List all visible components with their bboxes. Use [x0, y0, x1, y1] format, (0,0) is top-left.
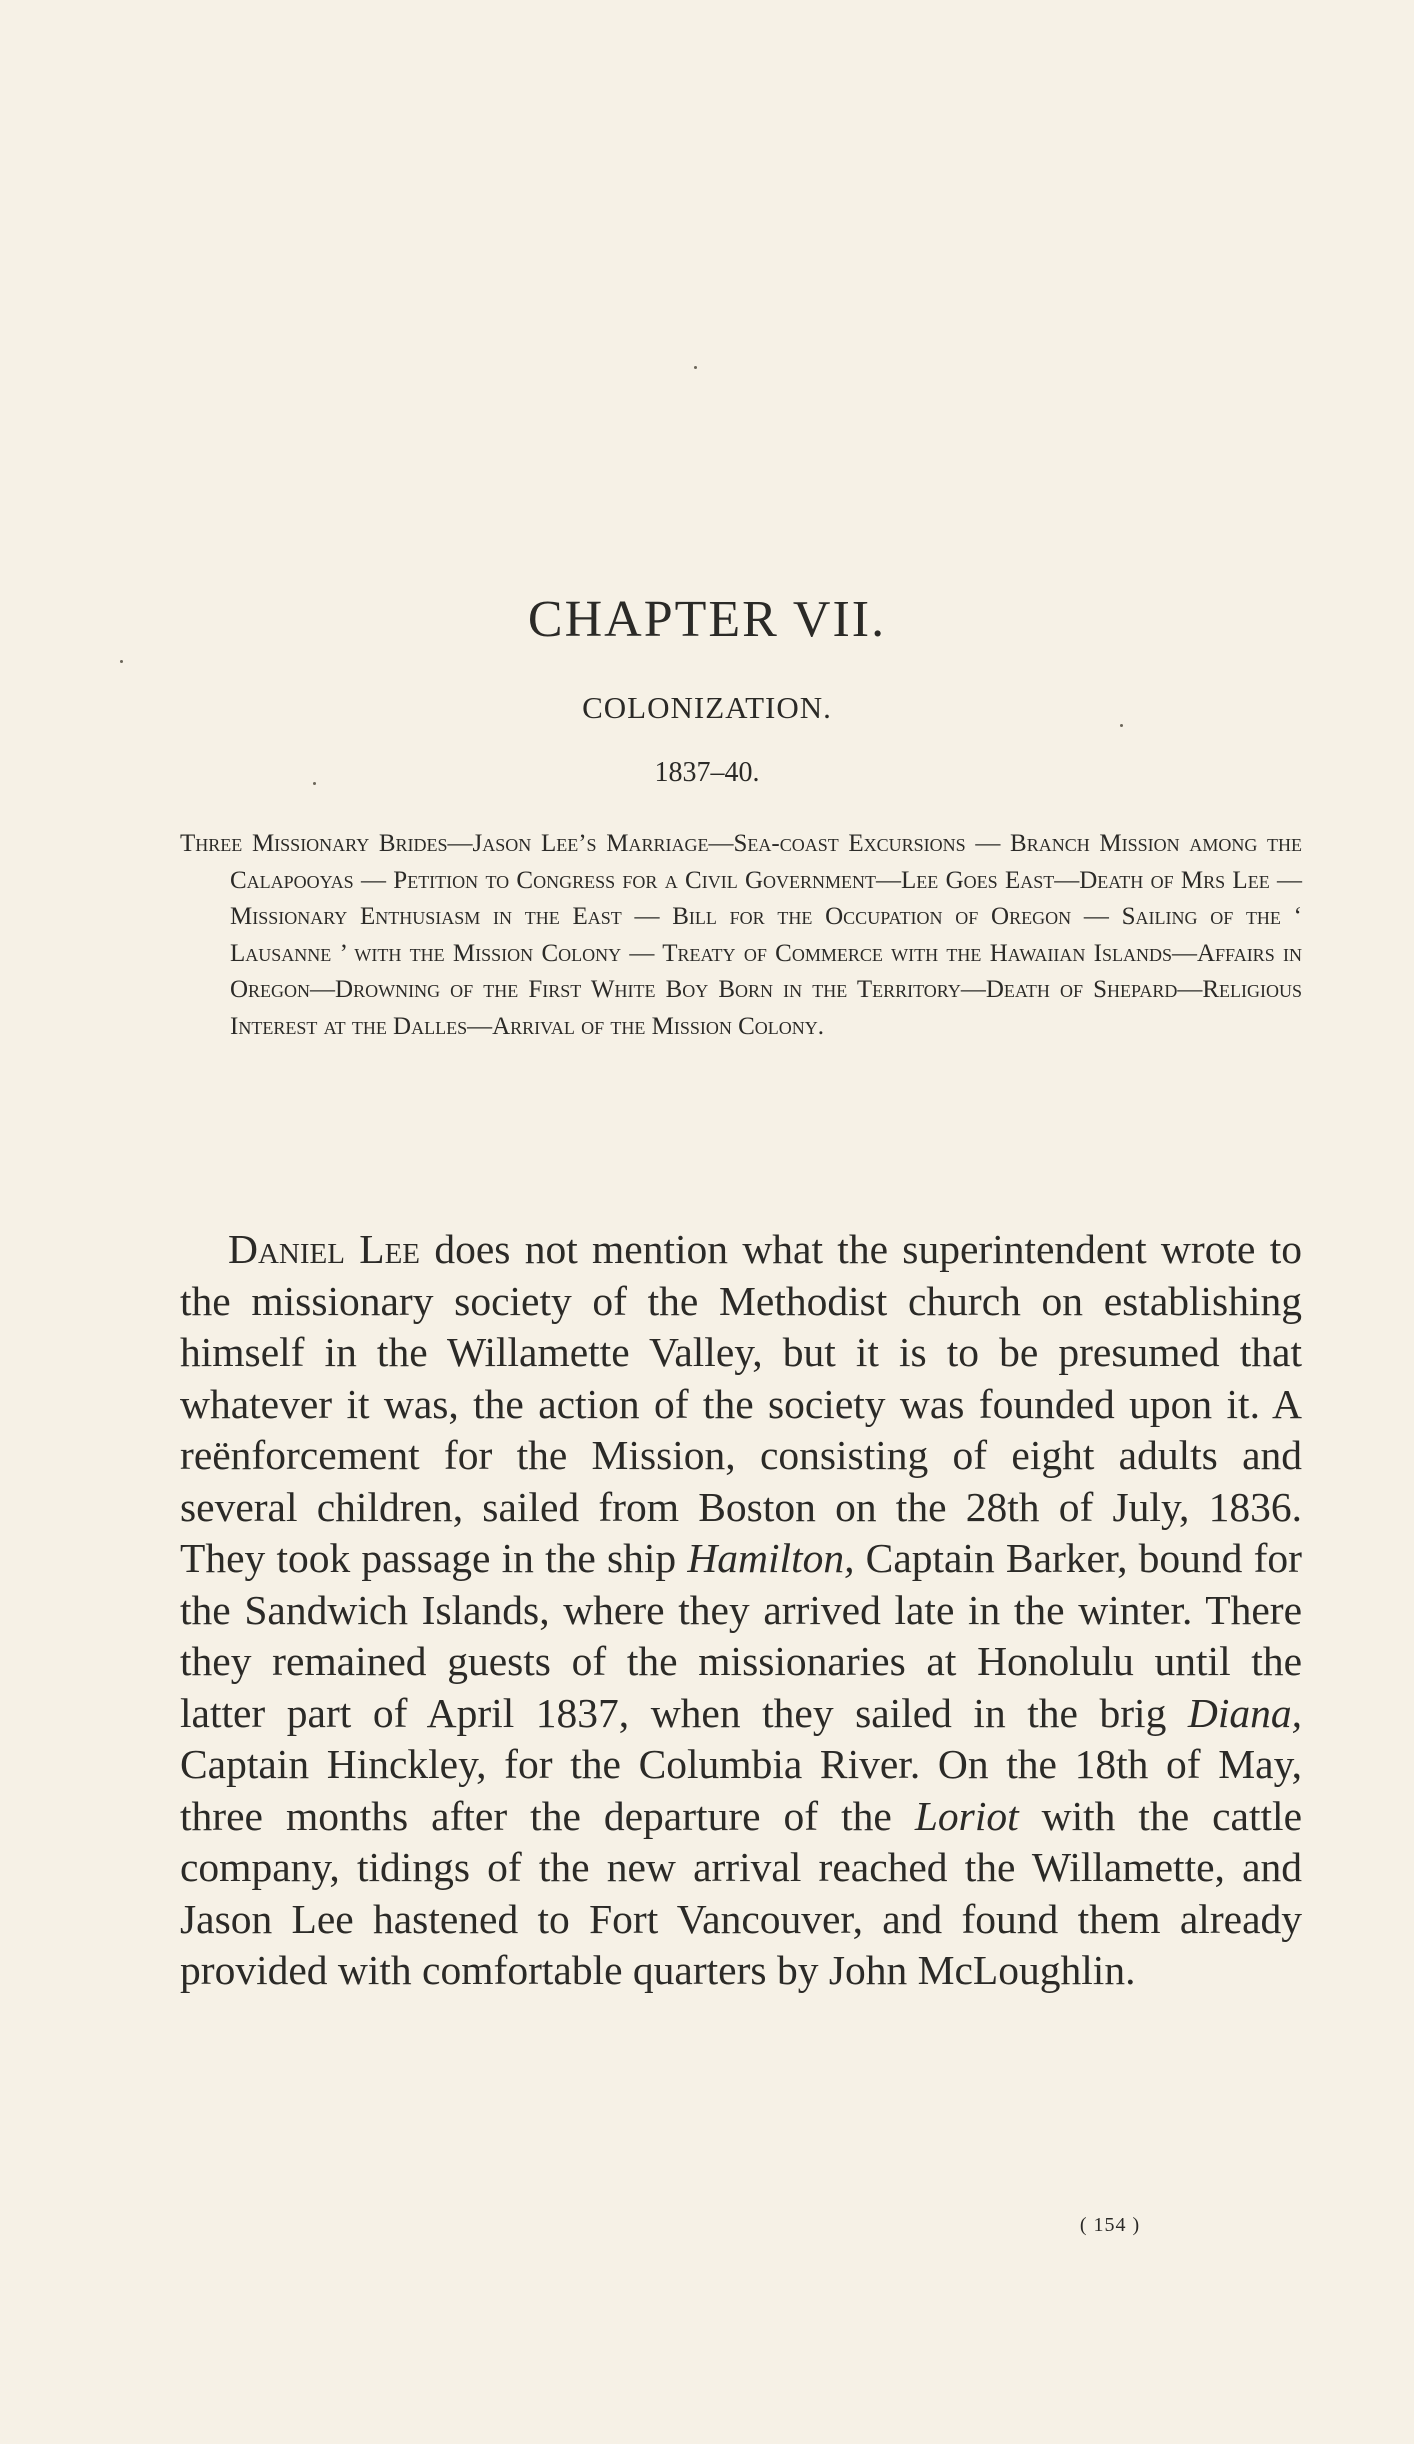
body-text-part: Captain Hinckley, for the Columbia River. On the 18th of May, three months after the departure of the	[180, 1741, 1302, 1839]
paper-speck	[120, 660, 123, 663]
synopsis-text: Three Missionary Brides—Jason Lee’s Marriage—Sea-coast Excursions — Branch Mission among the Calapooyas — Petition to Congress for a Civil Government—Lee Goes East—Death of Mrs Lee — Missionary Enthusiasm in the East — Bill for the Occupation of Oregon — Sailing of the ‘ Lausanne ’ with the Mission Colony — Treaty of Commerce with the Hawaiian Islands—Affairs in Oregon—Drowning of the First White Boy Born in the Territory—Death of Shepard—Religious Interest at the Dalles—Arrival of the Mission Colony.	[180, 830, 1302, 1040]
body-text-part: does not mention what the superintendent wrote to the missionary society of the Methodist church on establishing himself in the Willamette Valley, but it is to be presumed that whatever it was, the action of the society was founded upon it. A reënforcement for the Mission, consisting of eight adults and several children, sailed from Boston on the 28th of July, 1836. They took passage in the ship	[180, 1226, 1302, 1581]
chapter-title: CHAPTER VII.	[527, 591, 887, 648]
brig-name: Diana,	[1187, 1689, 1302, 1736]
body-paragraph	[180, 1224, 1302, 1997]
paper-speck	[694, 366, 697, 369]
body-text-part: with the cattle company, tidings of the new arrival reached the Willamette, and Jason Lee hastened to Fort Vancouver, and found them already provided with comfortable quarters by John McLoughlin.	[180, 1792, 1302, 1993]
page-number: ( 154 )	[1079, 2214, 1141, 2236]
body-text-part: Captain Barker, bound for the Sandwich Islands, where they arrived late in the winter. There they remained guests of the missionaries at Honolulu until the latter part of April 1837, when they sailed in the brig	[180, 1535, 1302, 1736]
chapter-synopsis	[180, 826, 1302, 1046]
chapter-subtitle: COLONIZATION.	[582, 690, 832, 725]
vessel-name: Loriot	[914, 1792, 1019, 1839]
ship-name: Hamilton,	[687, 1535, 855, 1581]
chapter-years: 1837–40.	[654, 757, 760, 788]
paragraph-lead: Daniel Lee	[228, 1226, 421, 1272]
